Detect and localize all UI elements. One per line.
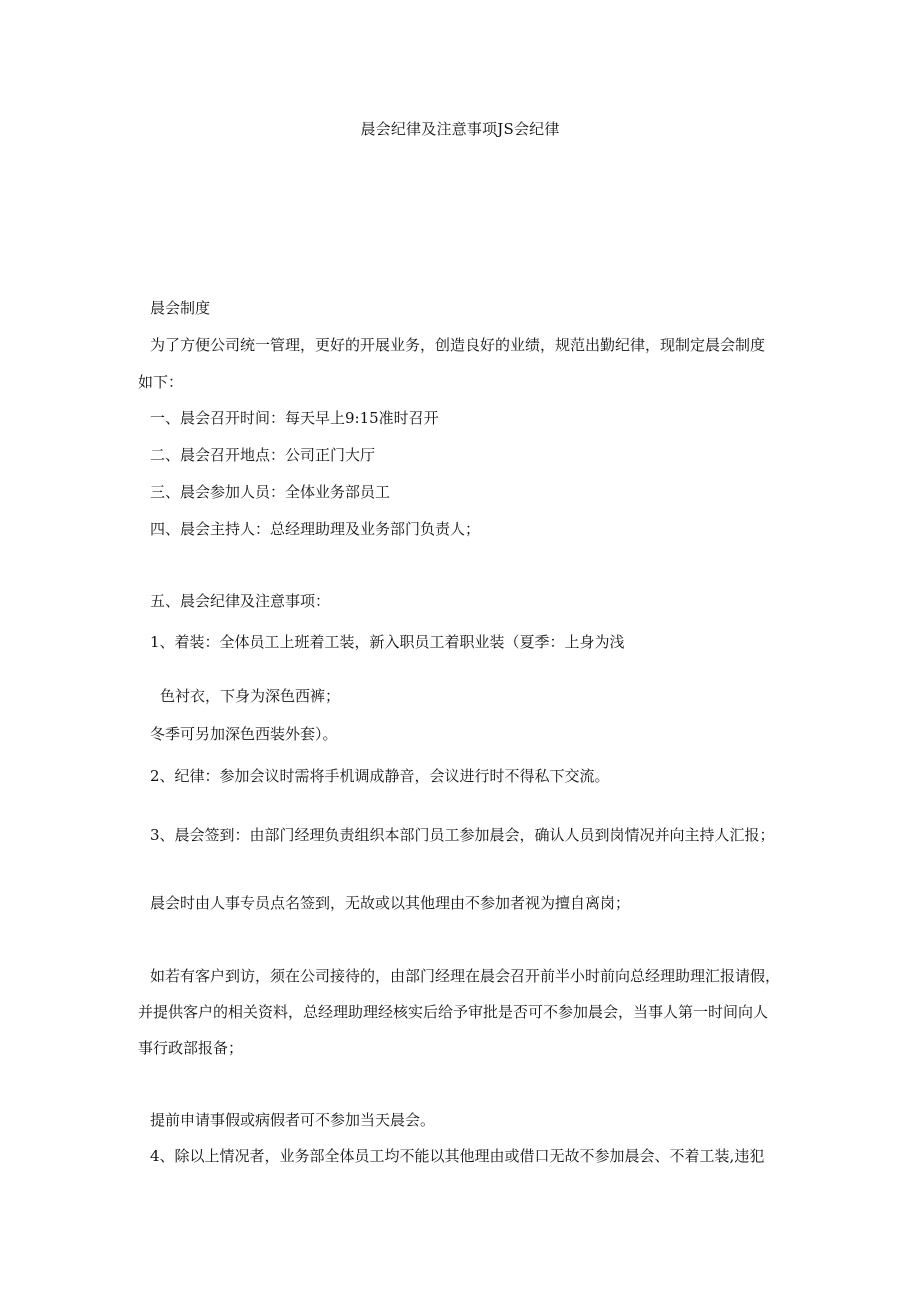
paragraph-line: 为了方便公司统一管理，更好的开展业务，创造良好的业绩，规范出勤纪律，现制定晨会制度 <box>150 336 766 354</box>
list-item: 4、除以上情况者，业务部全体员工均不能以其他理由或借口无故不参加晨会、不着工装,违犯 <box>150 1147 765 1165</box>
paragraph-line: 冬季可另加深色西装外套）。 <box>150 725 338 743</box>
paragraph-line: 如若有客户到访，须在公司接待的，由部门经理在晨会召开前半小时前向总经理助理汇报请假， <box>150 967 781 985</box>
paragraph-line: 色衬衣，下身为深色西裤； <box>160 687 341 705</box>
section-heading: 五、晨会纪律及注意事项： <box>150 592 331 610</box>
list-item: 3、晨会签到：由部门经理负责组织本部门员工参加晨会，确认人员到岗情况并向主持人汇报； <box>150 826 775 844</box>
list-item: 四、晨会主持人：总经理助理及业务部门负责人； <box>150 520 481 538</box>
paragraph-line: 提前申请事假或病假者可不参加当天晨会。 <box>150 1111 436 1129</box>
list-item: 二、晨会召开地点：公司正门大厅 <box>150 446 376 464</box>
paragraph-line: 如下： <box>138 373 184 391</box>
paragraph-line: 并提供客户的相关资料，总经理助理经核实后给予审批是否可不参加晨会，当事人第一时间向人 <box>138 1003 769 1021</box>
list-item: 一、晨会召开时间：每天早上9:15准时召开 <box>150 409 439 427</box>
paragraph-line: 事行政部报备； <box>138 1039 244 1057</box>
paragraph-line: 晨会时由人事专员点名签到，无故或以其他理由不参加者视为擅自离岗； <box>150 894 631 912</box>
section-heading: 晨会制度 <box>150 299 211 317</box>
list-item: 2、纪律：参加会议时需将手机调成静音，会议进行时不得私下交流。 <box>150 767 610 785</box>
list-item: 1、着装：全体员工上班着工装，新入职员工着职业装（夏季：上身为浅 <box>150 633 625 651</box>
list-item: 三、晨会参加人员：全体业务部员工 <box>150 483 391 501</box>
document-title: 晨会纪律及注意事项JS会纪律 <box>360 120 560 138</box>
